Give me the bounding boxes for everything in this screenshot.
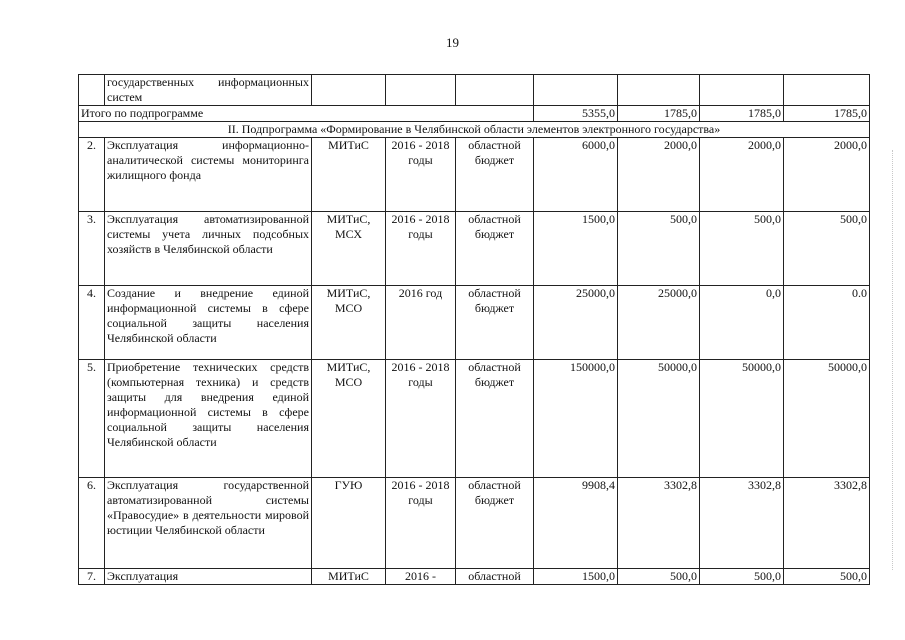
source-cell: областной бюджет <box>456 478 534 569</box>
measure-name-cell: Эксплуатация информационно-аналитической системы мониторинга жилищного фонда <box>105 138 312 212</box>
value-cell: 0,0 <box>700 286 784 360</box>
source-cell: областной бюджет <box>456 360 534 478</box>
value-cell: 50000,0 <box>618 360 700 478</box>
value-cell: 2000,0 <box>784 138 870 212</box>
executor-cell: МИТиС, МСО <box>312 286 386 360</box>
value-cell: 2000,0 <box>700 138 784 212</box>
total-value: 1785,0 <box>618 106 700 122</box>
row-number-cell: 7. <box>79 569 105 585</box>
scan-margin-marks <box>892 150 899 570</box>
value-cell: 150000,0 <box>534 360 618 478</box>
executor-cell: МИТиС <box>312 569 386 585</box>
source-cell: областной бюджет <box>456 286 534 360</box>
measure-name-cell: Эксплуатация государственной автоматизированной системы «Правосудие» в деятельности мировой юстиции Челябинской области <box>105 478 312 569</box>
term-cell: 2016 - 2018 годы <box>386 360 456 478</box>
executor-cell <box>312 75 386 106</box>
page-number: 19 <box>446 35 459 50</box>
table-row <box>79 286 870 360</box>
source-cell <box>456 75 534 106</box>
table-row <box>79 569 870 585</box>
section-header-row <box>79 122 870 138</box>
term-cell: 2016 год <box>386 286 456 360</box>
value-cell: 500,0 <box>700 212 784 286</box>
executor-cell: ГУЮ <box>312 478 386 569</box>
value-cell: 3302,8 <box>700 478 784 569</box>
value-cell <box>784 75 870 106</box>
value-cell: 500,0 <box>784 212 870 286</box>
source-cell: областной <box>456 569 534 585</box>
value-cell: 1500,0 <box>534 212 618 286</box>
value-cell <box>618 75 700 106</box>
measure-name-cell: Эксплуатация автоматизированной системы учета личных подсобных хозяйств в Челябинской области <box>105 212 312 286</box>
term-cell: 2016 - 2018 годы <box>386 478 456 569</box>
value-cell: 1500,0 <box>534 569 618 585</box>
value-cell: 50000,0 <box>784 360 870 478</box>
source-cell: областной бюджет <box>456 138 534 212</box>
term-cell: 2016 - 2018 годы <box>386 212 456 286</box>
term-cell <box>386 75 456 106</box>
row-number-cell: 6. <box>79 478 105 569</box>
term-cell: 2016 - <box>386 569 456 585</box>
subprogram-total-row <box>79 106 870 122</box>
executor-cell: МИТиС, МСО <box>312 360 386 478</box>
value-cell: 50000,0 <box>700 360 784 478</box>
table-row <box>79 212 870 286</box>
measure-name-cell: Приобретение технических средств (компьютерная техника) и средств защиты для внедрения единой информационной системы в сфере социальной защиты населения Челябинской области <box>105 360 312 478</box>
continuation-row <box>79 75 870 106</box>
value-cell: 9908,4 <box>534 478 618 569</box>
value-cell: 25000,0 <box>534 286 618 360</box>
row-number-cell: 5. <box>79 360 105 478</box>
value-cell: 3302,8 <box>784 478 870 569</box>
measure-name-cell: Эксплуатация <box>105 569 312 585</box>
executor-cell: МИТиС, МСХ <box>312 212 386 286</box>
value-cell: 500,0 <box>784 569 870 585</box>
table-row <box>79 478 870 569</box>
source-cell: областной бюджет <box>456 212 534 286</box>
value-cell: 500,0 <box>700 569 784 585</box>
program-table <box>78 74 870 585</box>
total-value: 1785,0 <box>784 106 870 122</box>
value-cell: 25000,0 <box>618 286 700 360</box>
executor-cell: МИТиС <box>312 138 386 212</box>
measure-name-cell: Создание и внедрение единой информационной системы в сфере социальной защиты населения Челябинской области <box>105 286 312 360</box>
value-cell: 2000,0 <box>618 138 700 212</box>
value-cell: 6000,0 <box>534 138 618 212</box>
table-row <box>79 360 870 478</box>
row-number-cell: 4. <box>79 286 105 360</box>
row-number-cell <box>79 75 105 106</box>
value-cell: 500,0 <box>618 212 700 286</box>
value-cell <box>534 75 618 106</box>
table-row <box>79 138 870 212</box>
value-cell: 500,0 <box>618 569 700 585</box>
row-number-cell: 2. <box>79 138 105 212</box>
total-value: 1785,0 <box>700 106 784 122</box>
total-value: 5355,0 <box>534 106 618 122</box>
value-cell: 0.0 <box>784 286 870 360</box>
term-cell: 2016 - 2018 годы <box>386 138 456 212</box>
row-number-cell: 3. <box>79 212 105 286</box>
value-cell: 3302,8 <box>618 478 700 569</box>
value-cell <box>700 75 784 106</box>
total-label: Итого по подпрограмме <box>79 106 534 122</box>
section-title: II. Подпрограмма «Формирование в Челябинской области элементов электронного государства» <box>79 122 870 138</box>
measure-name-cell: государственных информационных систем <box>105 75 312 106</box>
